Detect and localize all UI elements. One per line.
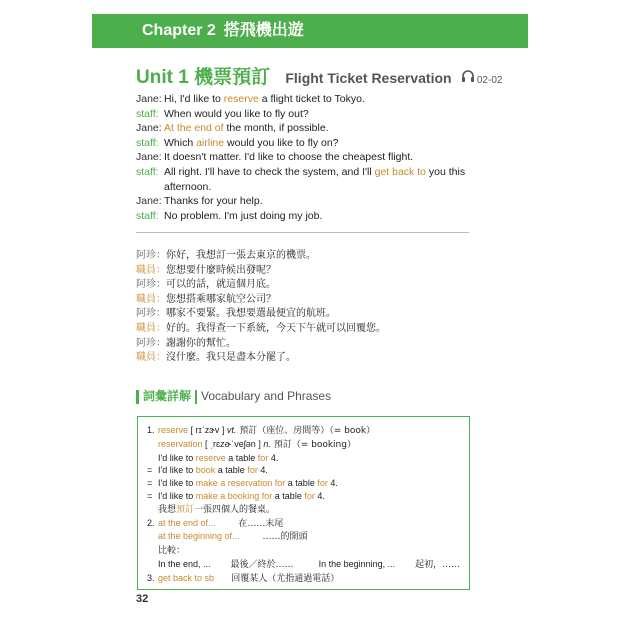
speaker-label: staff: [136,136,159,149]
text-run: Hi, I'd like to [164,93,224,105]
vocab-term: for [247,465,258,476]
text-run: I'd like to [158,490,196,501]
speaker-label: Jane: [136,195,162,208]
vocab-number: = [147,490,153,501]
cn-speaker-label: 阿珍： [136,250,166,261]
highlighted-phrase: get back to [374,165,426,178]
vocab-text [158,530,307,544]
unit-title-cn: 機票預訂 [194,67,271,88]
text-run: 4. [327,478,338,489]
cn-dialog-text: 您想搭乘哪家航空公司？ [166,293,276,305]
text-run: [ ˌrɛzɚˈveʃən ] [202,438,264,449]
vocab-row [147,572,460,586]
heading-bar [136,390,139,404]
cn-dialog-text: 沒什麼。我只是盡本分罷了。 [166,352,296,364]
text-run: n. [263,438,271,449]
text-run: In the end, ... [158,558,231,569]
dialog-line [136,194,476,209]
text-run: 比較： [158,546,186,557]
vocab-text [158,503,275,517]
vocab-heading [136,387,331,404]
vocab-number [147,530,158,544]
dialog-line [136,209,476,224]
text-run: No problem. I'm just doing my job. [164,209,323,222]
vocab-text [158,438,356,452]
text-run: [ rɪˈzɝv ] [188,425,227,435]
dialog-text [164,107,309,122]
highlighted-phrase: At the end of [164,122,224,135]
cn-dialog-line [136,322,386,337]
vocab-row [147,464,460,477]
dialog-text [164,121,329,136]
vocab-heading-en: Vocabulary and Phrases [201,389,332,403]
dialog-line [136,107,476,122]
dialog-english [136,92,476,223]
vocab-number [147,503,158,517]
cn-speaker-label: 職員： [136,293,166,305]
divider [136,232,469,233]
vocab-term: make a reservation for [195,478,286,489]
vocab-text [158,452,278,465]
text-run: would you like to fly on? [224,136,339,149]
speaker-label: Jane: [136,122,162,135]
text-run: a table [225,452,258,463]
cn-dialog-line [136,293,386,308]
vocab-number: = [147,478,153,489]
chapter-title-cn: 搭飛機出遊 [223,22,304,39]
text-run: All right. I'll have to check the system, and I'll [164,165,375,178]
vocab-term: make a booking for [195,490,273,501]
text-run: I'd like to [158,452,196,463]
heading-separator [195,390,197,404]
vocab-list [147,424,460,586]
text-run: 起初，…… [415,559,461,570]
dialog-text [164,92,365,107]
text-run: 回覆某人（尤指通過電話） [214,573,340,584]
vocab-term: book [195,465,216,476]
text-run: 預訂（= booking） [270,439,356,450]
cn-dialog-line [136,249,386,264]
vocab-term: reserve [195,452,226,463]
cn-dialog-text: 你好，我想訂一張去東京的機票。 [166,250,316,261]
unit-label: Unit 1 [136,67,189,88]
dialog-text [164,150,413,165]
cn-dialog-line [136,307,386,322]
cn-dialog-line [136,351,386,366]
dialog-text [164,194,263,209]
unit-heading [136,62,502,89]
audio-track-number: 02-02 [476,75,503,86]
dialog-text [164,209,322,224]
vocab-text [158,558,460,572]
text-run: When would you like to fly out? [164,107,309,120]
vocab-heading-cn: 詞彙詳解 [143,389,192,403]
vocab-text [158,490,325,503]
text-run: ……的開頭 [239,532,308,543]
vocab-row [147,544,460,558]
cn-dialog-text: 好的。我得查一下系統，今天下午就可以回覆您。 [166,322,386,334]
cn-speaker-label: 職員： [136,322,166,334]
vocab-number [147,558,158,572]
cn-dialog-text: 您想要什麼時候出發呢？ [166,264,276,276]
vocab-number: 2. [147,517,155,528]
cn-dialog-text: 可以的話，就這個月底。 [166,279,276,291]
cn-speaker-label: 職員： [136,352,166,364]
vocab-row [147,452,460,465]
cn-speaker-label: 職員： [136,264,166,276]
cn-dialog-text: 哪家不要緊。我想要選最便宜的航班。 [166,308,336,320]
cn-dialog-line [136,278,386,293]
dialog-chinese [136,249,386,366]
vocab-row [147,490,460,503]
vocab-text [158,572,339,586]
vocab-text [158,477,338,490]
vocab-row [147,477,460,490]
vocab-number [147,438,158,452]
text-run: 一張四個人的餐桌。 [194,504,276,515]
text-run: Thanks for your help. [164,195,263,208]
dialog-line [136,136,476,151]
vocab-text [158,544,185,558]
dialog-text [164,136,339,151]
cn-speaker-label: 阿珍： [136,337,166,349]
vocab-number: 3. [147,572,155,583]
vocab-number [147,452,158,465]
text-run: I'd like to [158,465,196,476]
text-run: 預訂（座位、房間等）（= book） [236,426,376,436]
vocab-term: 預訂 [176,504,195,515]
vocab-term: at the end of... [158,517,216,528]
text-run: the month, if possible. [223,122,329,135]
speaker-label: Jane: [136,151,162,164]
vocab-text [158,517,283,531]
vocab-term: for [317,478,328,489]
text-run: 我想 [158,504,177,515]
text-run: a flight ticket to Tokyo. [258,93,365,105]
speaker-label: Jane: [136,93,162,105]
cn-speaker-label: 阿珍： [136,308,166,320]
text-run: 4. [314,490,325,501]
unit-title-en: Flight Ticket Reservation [285,70,452,86]
text-run: a table [285,478,318,489]
cn-dialog-text: 謝謝你的幫忙。 [166,337,236,349]
cn-dialog-line [136,337,386,352]
headphones-icon[interactable] [461,67,475,89]
speaker-label: staff: [136,107,159,120]
vocab-text [158,424,375,438]
text-run: vt. [226,425,237,435]
text-run: In the beginning, ... [293,558,416,569]
vocab-number: = [147,465,153,476]
vocab-text [158,464,268,477]
text-run: a table [272,490,305,501]
text-run: 在……末尾 [215,518,284,529]
vocab-row [147,438,460,452]
text-run: you this afternoon. [164,165,466,193]
vocab-term: at the beginning of... [158,531,240,542]
vocab-term: for [257,452,269,463]
text-run: It doesn't matter. I'd like to choose the cheapest flight. [164,151,414,164]
vocab-row [147,558,460,572]
dialog-line [136,121,476,136]
vocab-row [147,530,460,544]
vocab-row [147,517,460,531]
cn-speaker-label: 阿珍： [136,279,166,291]
text-run: a table [215,465,248,476]
speaker-label: staff: [136,165,159,178]
vocab-term: for [304,490,315,501]
page-number: 32 [136,593,149,605]
text-run: Which [164,136,197,149]
highlighted-phrase: airline [196,136,225,149]
vocab-number: 1. [147,425,155,435]
vocab-term: reserve [158,425,189,435]
chapter-title [142,14,304,48]
speaker-label: staff: [136,209,159,222]
vocab-row [147,503,460,517]
highlighted-phrase: reserve [223,93,259,105]
dialog-line [136,92,476,107]
text-run: 4. [268,452,279,463]
text-run: I'd like to [158,478,196,489]
text-run: 最後／終於…… [230,559,294,570]
vocab-term: reservation [158,438,203,449]
vocab-row [147,424,460,438]
cn-dialog-line [136,264,386,279]
vocab-number [147,544,158,558]
chapter-label: Chapter 2 [142,22,216,39]
text-run: 4. [257,465,268,476]
dialog-text [164,165,476,194]
dialog-line [136,150,476,165]
dialog-line [136,165,476,194]
vocab-term: get back to sb [158,572,215,583]
